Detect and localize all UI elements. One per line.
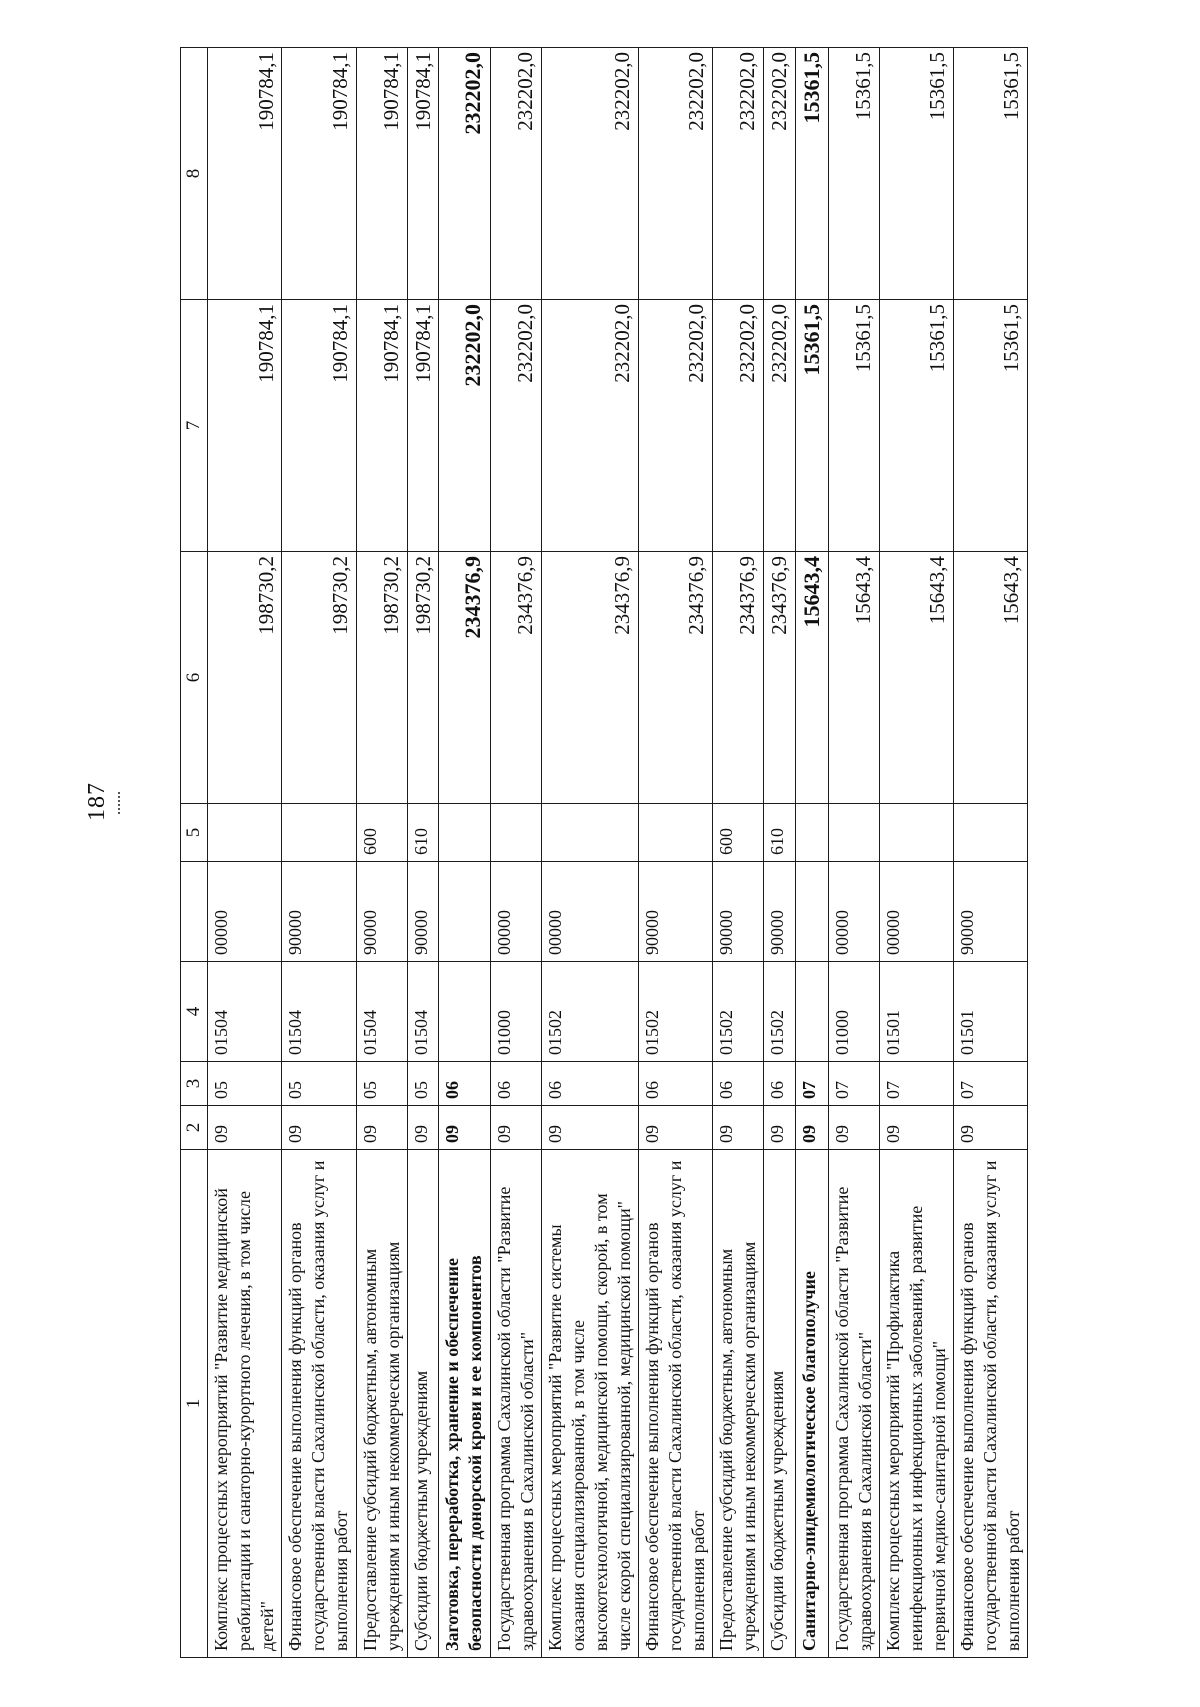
amount-cell: 234376,9 bbox=[638, 552, 712, 804]
code-cell: 06 bbox=[541, 1062, 638, 1106]
code-cell: 00000 bbox=[541, 862, 638, 962]
code-cell: 600 bbox=[356, 804, 407, 862]
column-header: 6 bbox=[181, 552, 208, 804]
code-cell: 05 bbox=[407, 1062, 439, 1106]
row-name: Государственная программа Сахалинской области "Развитие здравоохранения в Сахалинской области" bbox=[828, 1150, 879, 1658]
table-row bbox=[763, 48, 795, 1658]
code-cell: 01504 bbox=[407, 962, 439, 1062]
table-row bbox=[954, 48, 1028, 1658]
code-cell: 01504 bbox=[356, 962, 407, 1062]
code-cell: 09 bbox=[763, 1106, 795, 1150]
code-cell: 00000 bbox=[208, 862, 282, 962]
amount-cell: 232202,0 bbox=[541, 300, 638, 552]
code-cell: 600 bbox=[712, 804, 763, 862]
amount-cell: 15643,4 bbox=[828, 552, 879, 804]
code-cell: 01504 bbox=[208, 962, 282, 1062]
column-header: 7 bbox=[181, 300, 208, 552]
code-cell bbox=[795, 862, 828, 962]
code-cell bbox=[208, 804, 282, 862]
table-header-row bbox=[181, 48, 208, 1658]
code-cell: 90000 bbox=[407, 862, 439, 962]
amount-cell: 232202,0 bbox=[490, 48, 541, 300]
code-cell: 09 bbox=[356, 1106, 407, 1150]
code-cell: 09 bbox=[828, 1106, 879, 1150]
row-name: Комплекс процессных мероприятий "Профилактика неинфекционных и инфекционных заболеваний, развитие первичной медико-санитарной помощи" bbox=[879, 1150, 953, 1658]
row-name: Государственная программа Сахалинской области "Развитие здравоохранения в Сахалинской области" bbox=[490, 1150, 541, 1658]
amount-cell: 234376,9 bbox=[541, 552, 638, 804]
table-row bbox=[828, 48, 879, 1658]
code-cell: 01501 bbox=[954, 962, 1028, 1062]
code-cell bbox=[795, 962, 828, 1062]
table-row bbox=[407, 48, 439, 1658]
amount-cell: 232202,0 bbox=[439, 300, 490, 552]
amount-cell: 232202,0 bbox=[638, 48, 712, 300]
code-cell: 01502 bbox=[638, 962, 712, 1062]
code-cell: 05 bbox=[282, 1062, 356, 1106]
row-name: Комплекс процессных мероприятий "Развитие системы оказания специализированной, в том числе высокотехнологичной, медицинской помощи, скорой, в том числе скорой специализированной, медицинской помощи" bbox=[541, 1150, 638, 1658]
column-header: 5 bbox=[181, 804, 208, 862]
code-cell bbox=[795, 804, 828, 862]
amount-cell: 190784,1 bbox=[407, 300, 439, 552]
table-row bbox=[208, 48, 282, 1658]
amount-cell: 198730,2 bbox=[407, 552, 439, 804]
rotated-budget-sheet bbox=[180, 48, 1100, 1658]
code-cell: 09 bbox=[439, 1106, 490, 1150]
amount-cell: 190784,1 bbox=[208, 48, 282, 300]
amount-cell: 234376,9 bbox=[490, 552, 541, 804]
code-cell: 90000 bbox=[712, 862, 763, 962]
row-name: Предоставление субсидий бюджетным, автономным учреждениям и иным некоммерческим организациям bbox=[356, 1150, 407, 1658]
amount-cell: 232202,0 bbox=[712, 300, 763, 552]
amount-cell: 198730,2 bbox=[356, 552, 407, 804]
code-cell: 09 bbox=[879, 1106, 953, 1150]
amount-cell: 232202,0 bbox=[712, 48, 763, 300]
page-stamp-mark bbox=[118, 792, 130, 814]
amount-cell: 234376,9 bbox=[439, 552, 490, 804]
code-cell bbox=[541, 804, 638, 862]
amount-cell: 232202,0 bbox=[541, 48, 638, 300]
amount-cell: 190784,1 bbox=[356, 48, 407, 300]
code-cell: 01501 bbox=[879, 962, 953, 1062]
amount-cell: 15361,5 bbox=[879, 300, 953, 552]
row-name: Субсидии бюджетным учреждениям bbox=[407, 1150, 439, 1658]
row-name: Санитарно-эпидемиологическое благополучие bbox=[795, 1150, 828, 1658]
code-cell: 01502 bbox=[763, 962, 795, 1062]
amount-cell: 190784,1 bbox=[407, 48, 439, 300]
amount-cell: 15361,5 bbox=[828, 48, 879, 300]
code-cell bbox=[439, 804, 490, 862]
code-cell: 09 bbox=[407, 1106, 439, 1150]
amount-cell: 15643,4 bbox=[795, 552, 828, 804]
code-cell: 90000 bbox=[763, 862, 795, 962]
table-body bbox=[208, 48, 1028, 1658]
code-cell: 09 bbox=[795, 1106, 828, 1150]
code-cell: 09 bbox=[282, 1106, 356, 1150]
code-cell: 610 bbox=[763, 804, 795, 862]
amount-cell: 190784,1 bbox=[208, 300, 282, 552]
code-cell: 90000 bbox=[638, 862, 712, 962]
code-cell: 09 bbox=[638, 1106, 712, 1150]
code-cell: 90000 bbox=[282, 862, 356, 962]
code-cell bbox=[879, 804, 953, 862]
code-cell bbox=[490, 804, 541, 862]
code-cell bbox=[828, 804, 879, 862]
code-cell: 06 bbox=[763, 1062, 795, 1106]
code-cell: 01000 bbox=[828, 962, 879, 1062]
code-cell: 05 bbox=[356, 1062, 407, 1106]
code-cell: 90000 bbox=[954, 862, 1028, 962]
row-name: Заготовка, переработка, хранение и обеспечение безопасности донорской крови и ее компонентов bbox=[439, 1150, 490, 1658]
budget-table bbox=[180, 47, 1028, 1658]
code-cell: 00000 bbox=[879, 862, 953, 962]
amount-cell: 15361,5 bbox=[954, 48, 1028, 300]
amount-cell: 15361,5 bbox=[828, 300, 879, 552]
column-header: 1 bbox=[181, 1150, 208, 1658]
amount-cell: 198730,2 bbox=[282, 552, 356, 804]
column-header: 3 bbox=[181, 1062, 208, 1106]
code-cell: 09 bbox=[490, 1106, 541, 1150]
code-cell bbox=[282, 804, 356, 862]
amount-cell: 15361,5 bbox=[795, 48, 828, 300]
table-row bbox=[490, 48, 541, 1658]
row-name: Субсидии бюджетным учреждениям bbox=[763, 1150, 795, 1658]
code-cell: 06 bbox=[439, 1062, 490, 1106]
code-cell: 01502 bbox=[712, 962, 763, 1062]
row-name: Финансовое обеспечение выполнения функций органов государственной власти Сахалинской области, оказания услуг и выполнения работ bbox=[638, 1150, 712, 1658]
code-cell: 06 bbox=[490, 1062, 541, 1106]
amount-cell: 198730,2 bbox=[208, 552, 282, 804]
code-cell: 09 bbox=[541, 1106, 638, 1150]
table-row bbox=[356, 48, 407, 1658]
amount-cell: 232202,0 bbox=[763, 48, 795, 300]
code-cell: 07 bbox=[879, 1062, 953, 1106]
table-row bbox=[638, 48, 712, 1658]
code-cell bbox=[954, 804, 1028, 862]
code-cell: 05 bbox=[208, 1062, 282, 1106]
code-cell: 01502 bbox=[541, 962, 638, 1062]
column-header: 8 bbox=[181, 48, 208, 300]
code-cell: 09 bbox=[954, 1106, 1028, 1150]
code-cell: 07 bbox=[795, 1062, 828, 1106]
row-name: Финансовое обеспечение выполнения функций органов государственной власти Сахалинской области, оказания услуг и выполнения работ bbox=[282, 1150, 356, 1658]
code-cell: 06 bbox=[638, 1062, 712, 1106]
table-row bbox=[795, 48, 828, 1658]
row-name: Предоставление субсидий бюджетным, автономным учреждениям и иным некоммерческим организациям bbox=[712, 1150, 763, 1658]
code-cell: 01504 bbox=[282, 962, 356, 1062]
amount-cell: 232202,0 bbox=[439, 48, 490, 300]
table-row bbox=[712, 48, 763, 1658]
row-name: Комплекс процессных мероприятий "Развитие медицинской реабилитации и санаторно-курортного лечения, в том числе детей" bbox=[208, 1150, 282, 1658]
amount-cell: 15643,4 bbox=[954, 552, 1028, 804]
amount-cell: 190784,1 bbox=[356, 300, 407, 552]
table-row bbox=[879, 48, 953, 1658]
code-cell bbox=[439, 862, 490, 962]
table-row bbox=[541, 48, 638, 1658]
code-cell: 90000 bbox=[356, 862, 407, 962]
amount-cell: 234376,9 bbox=[712, 552, 763, 804]
amount-cell: 190784,1 bbox=[282, 48, 356, 300]
code-cell: 07 bbox=[828, 1062, 879, 1106]
code-cell bbox=[638, 804, 712, 862]
column-header bbox=[181, 862, 208, 962]
amount-cell: 232202,0 bbox=[638, 300, 712, 552]
amount-cell: 234376,9 bbox=[763, 552, 795, 804]
code-cell: 09 bbox=[712, 1106, 763, 1150]
column-header: 4 bbox=[181, 962, 208, 1062]
amount-cell: 15361,5 bbox=[954, 300, 1028, 552]
code-cell: 00000 bbox=[828, 862, 879, 962]
amount-cell: 15361,5 bbox=[795, 300, 828, 552]
table-row bbox=[439, 48, 490, 1658]
code-cell bbox=[439, 962, 490, 1062]
amount-cell: 232202,0 bbox=[763, 300, 795, 552]
amount-cell: 15361,5 bbox=[879, 48, 953, 300]
code-cell: 00000 bbox=[490, 862, 541, 962]
amount-cell: 232202,0 bbox=[490, 300, 541, 552]
code-cell: 06 bbox=[712, 1062, 763, 1106]
code-cell: 610 bbox=[407, 804, 439, 862]
amount-cell: 15643,4 bbox=[879, 552, 953, 804]
page-number: 187 bbox=[84, 782, 110, 821]
column-header: 2 bbox=[181, 1106, 208, 1150]
code-cell: 01000 bbox=[490, 962, 541, 1062]
table-row bbox=[282, 48, 356, 1658]
row-name: Финансовое обеспечение выполнения функций органов государственной власти Сахалинской области, оказания услуг и выполнения работ bbox=[954, 1150, 1028, 1658]
code-cell: 09 bbox=[208, 1106, 282, 1150]
code-cell: 07 bbox=[954, 1062, 1028, 1106]
amount-cell: 190784,1 bbox=[282, 300, 356, 552]
